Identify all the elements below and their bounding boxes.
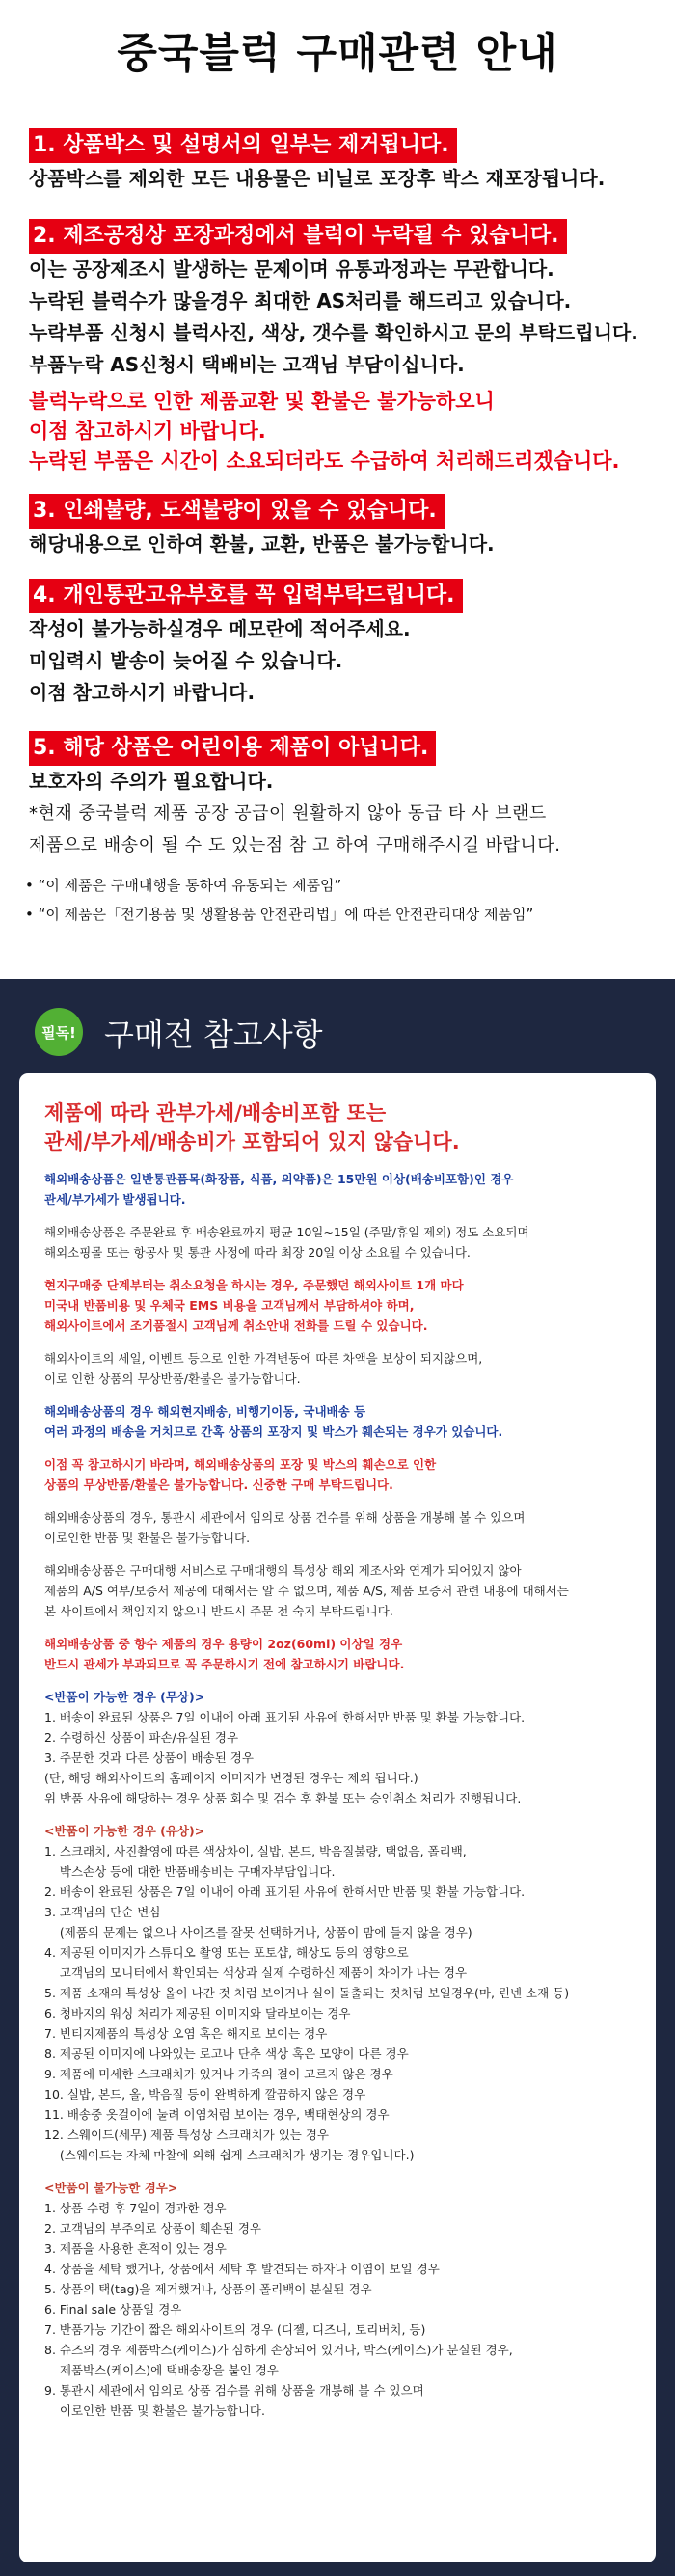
section-line: 미입력시 발송이 늦어질 수 있습니다. (29, 649, 343, 672)
list-item: 박스손상 등에 대한 반품배송비는 구매자부담입니다. (44, 1864, 336, 1879)
list-item: 9. 통관시 세관에서 임의로 상품 검수를 위해 상품을 개봉해 볼 수 있으며 (44, 2383, 424, 2398)
section-line: 이점 참고하시기 바랍니다. (29, 681, 256, 704)
list-heading: <반품이 가능한 경우 (무상)> (44, 1690, 205, 1704)
list-item: 10. 실밥, 본드, 올, 박음질 등이 완벽하게 깔끔하지 않은 경우 (44, 2087, 366, 2101)
panel-title: 구매전 참고사항 (104, 1017, 323, 1053)
section-heading: 4. 개인통관고유부호를 꼭 입력부탁드립니다. (29, 579, 463, 613)
notice-bullet: • “이 제품은「전기용품 및 생활용품 안전관리법」에 따른 안전관리대상 제품임” (25, 906, 534, 923)
list-heading: <반품이 불가능한 경우> (44, 2181, 178, 2195)
note-paragraph: 해외배송상품의 경우, 통관시 세관에서 임의로 상품 건수를 위해 상품을 개봉해 볼 수 있으며 이로인한 반품 및 환불은 불가능합니다. (44, 1510, 526, 1545)
note-paragraph: 해외배송상품은 구매대행 서비스로 구매대행의 특성상 해외 제조사와 연계가 되어있지 않아 제품의 A/S 여부/보증서 제공에 대해서는 알 수 없으며, 제품 A/S, 제품 보증서 관련 내용에 대해서는 본 사이트에서 책임지지 않으니 반드시 주문 전 숙지 부탁드립니다. (44, 1563, 569, 1618)
list-item: 6. 청바지의 워싱 처리가 제공된 이미지와 달라보이는 경우 (44, 2006, 351, 2020)
section-line: 보호자의 주의가 필요합니다. (29, 770, 274, 793)
notes-card (19, 1073, 656, 2562)
list-item: (단, 해당 해외사이트의 홈페이지 이미지가 변경된 경우는 제외 됩니다.) (44, 1771, 418, 1785)
list-item: 12. 스웨이드(세무) 제품 특성상 스크래치가 있는 경우 (44, 2128, 329, 2142)
return-not-possible-list (44, 2178, 642, 2421)
notes-paragraphs (44, 1169, 642, 2421)
list-item: 8. 슈즈의 경우 제품박스(케이스)가 심하게 손상되어 있거나, 박스(케이스)가 분실된 경우, (44, 2343, 513, 2357)
note-paragraph: 해외배송상품 중 향수 제품의 경우 용량이 2oz(60ml) 이상일 경우 반드시 관세가 부과되므로 꼭 주문하시기 전에 참고하시기 바랍니다. (44, 1637, 405, 1671)
section-line: 누락부품 신청시 블럭사진, 색상, 갯수를 확인하시고 문의 부탁드립니다. (29, 321, 638, 344)
section-3 (29, 494, 656, 560)
section-1 (29, 128, 656, 195)
list-item: 이로인한 반품 및 환불은 불가능합니다. (44, 2403, 265, 2418)
list-heading: <반품이 가능한 경우 (유상)> (44, 1824, 205, 1838)
section-4 (29, 579, 656, 709)
warning-line: 누락된 부품은 시간이 소요되더라도 수급하여 처리해드리겠습니다. (29, 449, 620, 473)
list-item: 1. 스크래치, 사진촬영에 따른 색상차이, 실밥, 본드, 박음질불량, 택없음, 폴리백, (44, 1844, 467, 1858)
note-paragraph: 이점 꼭 참고하시기 바라며, 해외배송상품의 포장 및 박스의 훼손으로 인한 상품의 무상반품/환불은 불가능합니다. 신중한 구매 부탁드립니다. (44, 1457, 437, 1492)
list-item: 3. 주문한 것과 다른 상품이 배송된 경우 (44, 1750, 254, 1765)
section-line: 상품박스를 제외한 모든 내용물은 비닐로 포장후 박스 재포장됩니다. (29, 167, 606, 190)
note-paragraph: 해외배송상품의 경우 해외현지배송, 비행기이동, 국내배송 등 여러 과정의 배송을 거치므로 간혹 상품의 포장지 및 박스가 훼손되는 경우가 있습니다. (44, 1404, 503, 1439)
note-paragraph: 해외사이트의 세일, 이벤트 등으로 인한 가격변동에 따른 차액을 보상이 되지않으며, 이로 인한 상품의 무상반품/환불은 불가능합니다. (44, 1351, 483, 1386)
purchase-guide-top (0, 0, 675, 979)
list-item: (제품의 문제는 없으나 사이즈를 잘못 선택하거나, 상품이 맘에 들지 않을 경우) (44, 1925, 472, 1939)
note-line: 제품으로 배송이 될 수 도 있는점 참 고 하여 구매해주시길 바랍니다. (29, 835, 561, 855)
page-title: 중국블럭 구매관련 안내 (117, 30, 558, 78)
tax-intro: 제품에 따라 관부가세/배송비포함 또는 관세/부가세/배송비가 포함되어 있지 않습니다. (44, 1101, 460, 1153)
note-paragraph: 해외배송상품은 일반통관품목(화장품, 식품, 의약품)은 15만원 이상(배송비포함)인 경우 관세/부가세가 발생됩니다. (44, 1172, 514, 1207)
list-item: 5. 상품의 택(tag)을 제거했거나, 상품의 폴리백이 분실된 경우 (44, 2282, 372, 2296)
section-line: 작성이 불가능하실경우 메모란에 적어주세요. (29, 617, 411, 640)
list-item: 9. 제품에 미세한 스크래치가 있거나 가죽의 결이 고르지 않은 경우 (44, 2067, 393, 2081)
note-paragraph: 현지구매중 단계부터는 취소요청을 하시는 경우, 주문했던 해외사이트 1개 마다 미국내 반품비용 및 우체국 EMS 비용을 고객님께서 부담하셔야 하며, 해외사이트에서 조기품절시 고객님께 취소안내 전화를 드릴 수 있습니다. (44, 1278, 464, 1333)
section-line: 부품누락 AS신청시 택배비는 고객님 부담이십니다. (29, 353, 465, 376)
list-item: 1. 상품 수령 후 7일이 경과한 경우 (44, 2201, 227, 2215)
list-item: 2. 고객님의 부주의로 상품이 훼손된 경우 (44, 2221, 261, 2236)
section-heading: 1. 상품박스 및 설명서의 일부는 제거됩니다. (29, 128, 457, 163)
list-item: 2. 배송이 완료된 상품은 7일 이내에 아래 표기된 사유에 한해서만 반품 및 환불 가능합니다. (44, 1885, 526, 1899)
list-item: 2. 수령하신 상품이 파손/유실된 경우 (44, 1730, 239, 1745)
list-item: 3. 제품을 사용한 흔적이 있는 경우 (44, 2241, 227, 2256)
section-heading: 2. 제조공정상 포장과정에서 블럭이 누락될 수 있습니다. (29, 219, 567, 254)
section-line: 누락된 블럭수가 많을경우 최대한 AS처리를 해드리고 있습니다. (29, 289, 572, 312)
pre-purchase-notes-panel (0, 979, 675, 2576)
list-item: 4. 상품을 세탁 했거나, 상품에서 세탁 후 발견되는 하자나 이염이 보일 경우 (44, 2262, 440, 2276)
list-item: 제품박스(케이스)에 택배송장을 붙인 경우 (44, 2363, 279, 2377)
must-read-badge: 필독! (35, 1008, 83, 1056)
section-2 (29, 219, 656, 476)
return-paid-list (44, 1821, 642, 2165)
notice-bullet: • “이 제품은 구매대행을 통하여 유통되는 제품임” (25, 877, 342, 894)
list-item: 7. 빈티지제품의 특성상 오염 혹은 해지로 보이는 경우 (44, 2026, 328, 2041)
list-item: (스웨이드는 자체 마찰에 의해 쉽게 스크래치가 생기는 경우입니다.) (44, 2148, 415, 2162)
list-item: 위 반품 사유에 해당하는 경우 상품 회수 및 검수 후 환불 또는 승인취소 처리가 진행됩니다. (44, 1791, 522, 1805)
warning-line: 이점 참고하시기 바랍니다. (29, 420, 266, 443)
list-item: 4. 제공된 이미지가 스튜디오 촬영 또는 포토샵, 해상도 등의 영향으로 (44, 1945, 409, 1960)
warning-line: 블럭누락으로 인한 제품교환 및 환불은 불가능하오니 (29, 390, 495, 413)
list-item: 고객님의 모니터에서 확인되는 색상과 실제 수령하신 제품이 차이가 나는 경우 (44, 1966, 468, 1980)
note-paragraph: 해외배송상품은 주문완료 후 배송완료까지 평균 10일~15일 (주말/휴일 제외) 정도 소요되며 해외소핑몰 또는 항공사 및 통관 사정에 따라 최장 20일 이상 소요될 수 있습니다. (44, 1225, 529, 1260)
return-free-list (44, 1687, 642, 1808)
list-item: 11. 배송중 옷걸이에 눌려 이염처럼 보이는 경우, 백태현상의 경우 (44, 2107, 390, 2122)
list-item: 6. Final sale 상품일 경우 (44, 2302, 182, 2317)
notice-bullets (25, 871, 652, 929)
section-line: 이는 공장제조시 발생하는 문제이며 유통과정과는 무관합니다. (29, 258, 554, 281)
list-item: 8. 제공된 이미지에 나와있는 로고나 단추 색상 혹은 모양이 다른 경우 (44, 2047, 409, 2061)
section-line: 해당내용으로 인하여 환불, 교환, 반품은 불가능합니다. (29, 532, 495, 556)
note-line: *현재 중국블럭 제품 공장 공급이 원활하지 않아 동급 타 사 브랜드 (29, 803, 547, 824)
section-heading: 5. 해당 상품은 어린이용 제품이 아닙니다. (29, 731, 436, 766)
section-heading: 3. 인쇄불량, 도색불량이 있을 수 있습니다. (29, 494, 445, 529)
list-item: 1. 배송이 완료된 상품은 7일 이내에 아래 표기된 사유에 한해서만 반품 및 환불 가능합니다. (44, 1710, 526, 1724)
list-item: 5. 제품 소재의 특성상 올이 나간 것 처럼 보이거나 실이 돌출되는 것처럼 보일경우(마, 린넨 소재 등) (44, 1986, 570, 2000)
list-item: 7. 반품가능 기간이 짧은 해외사이트의 경우 (디젤, 디즈니, 토리버치, 등) (44, 2322, 426, 2337)
list-item: 3. 고객님의 단순 변심 (44, 1905, 161, 1919)
section-5 (29, 731, 656, 861)
